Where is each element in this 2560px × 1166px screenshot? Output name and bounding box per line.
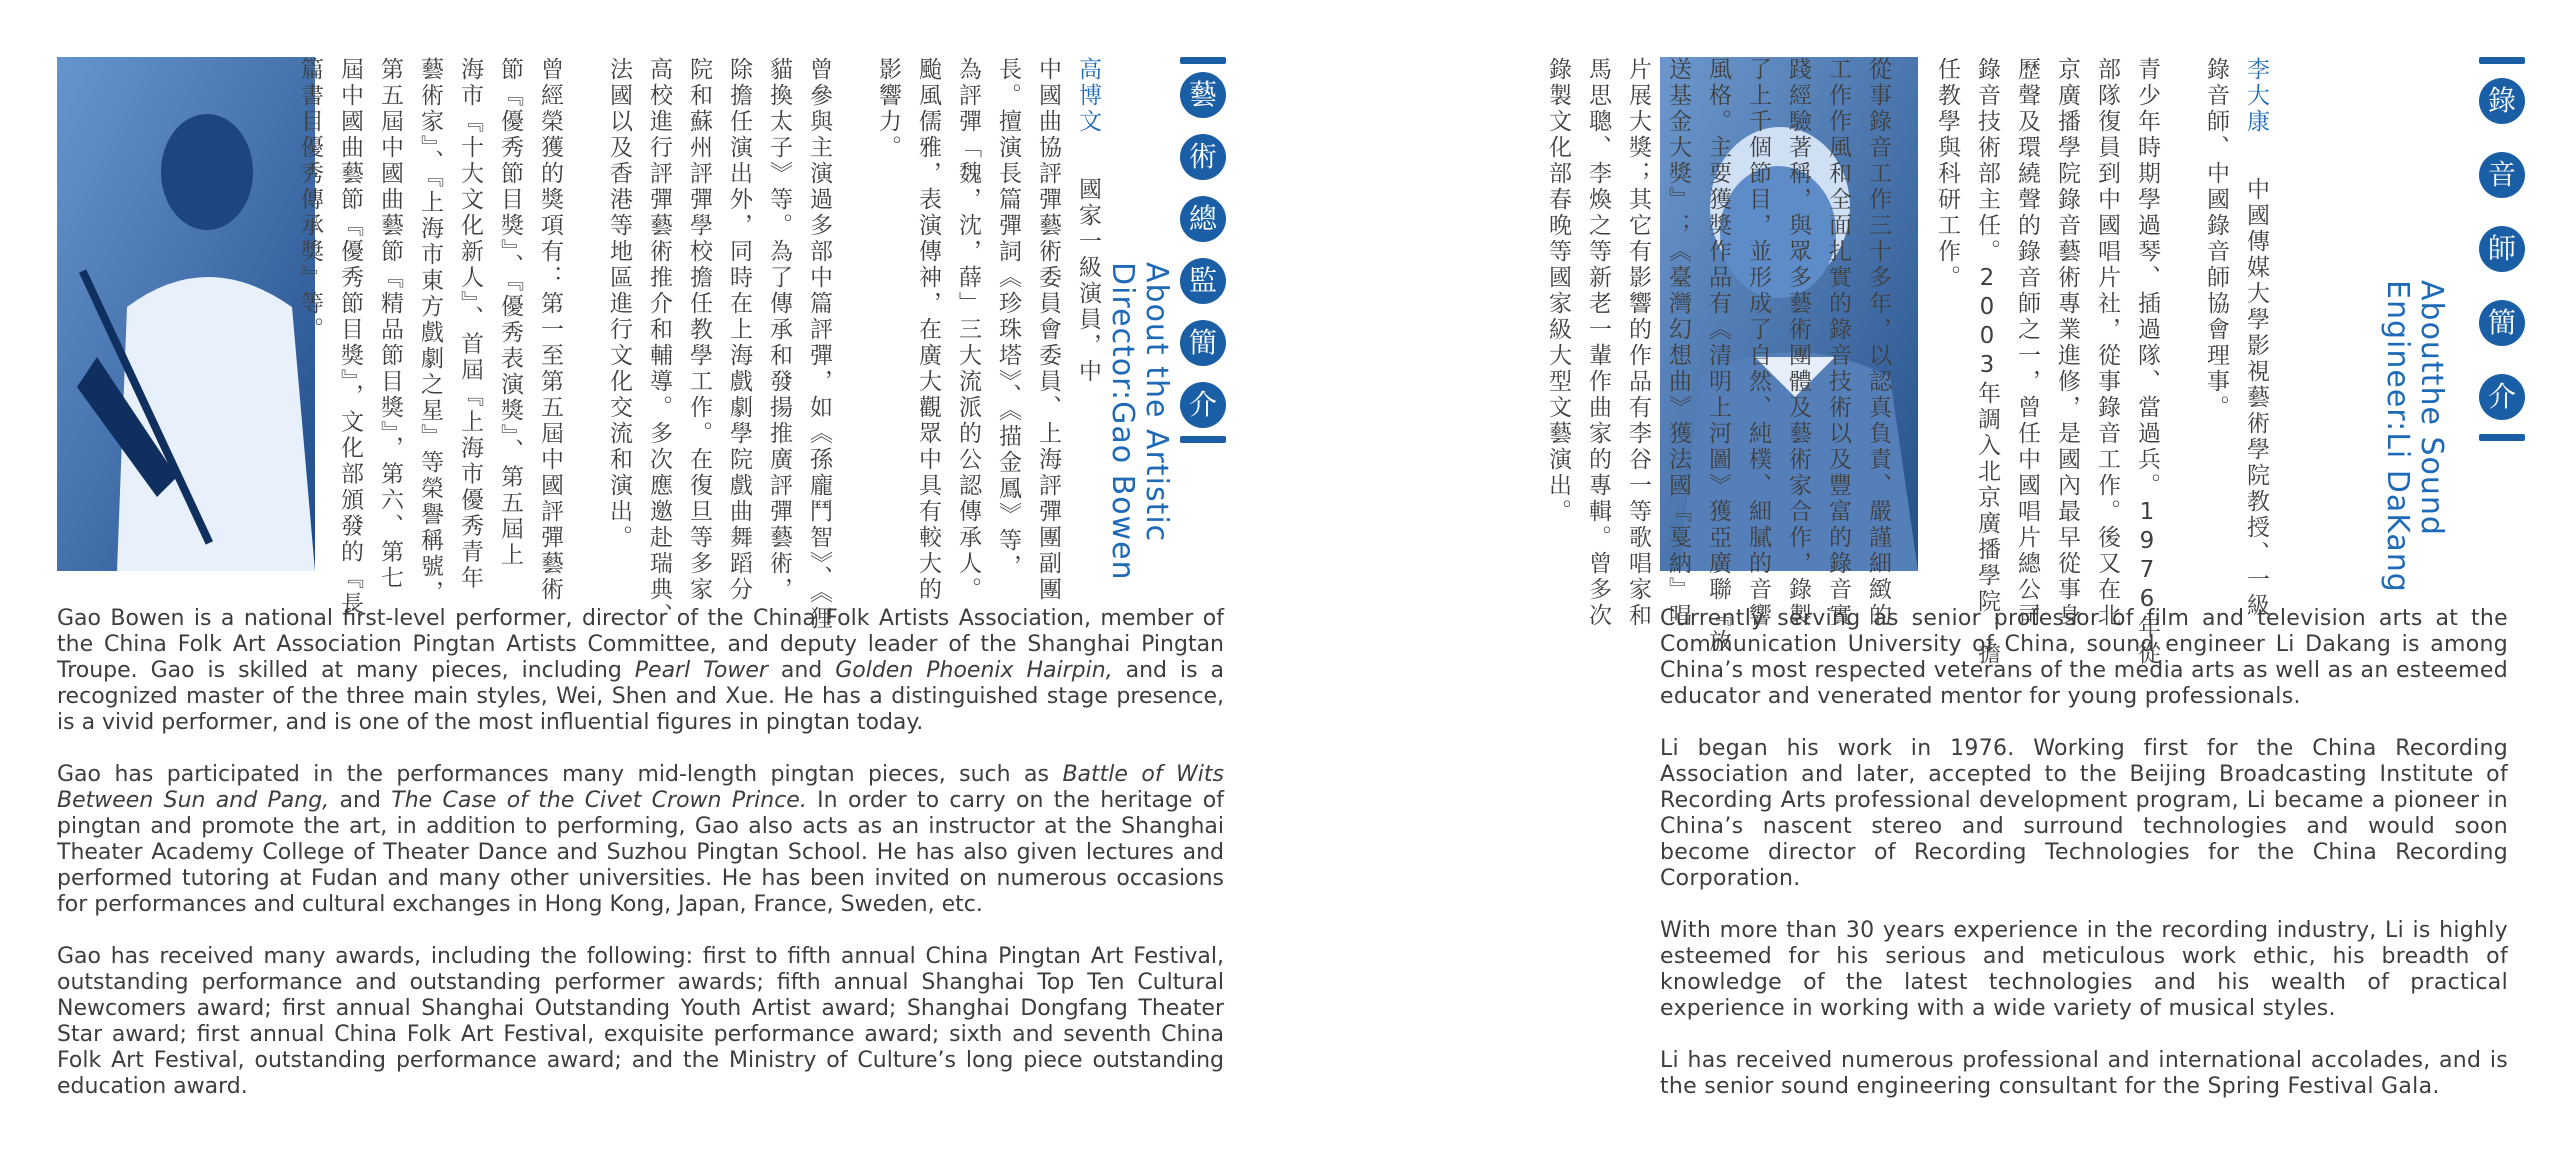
title-badge: 簡 xyxy=(2479,300,2525,346)
en-paragraph: With more than 30 years experience in the recording industry, Li is highly esteemed for his serious and meticulous work ethic, his breadth of knowledge of the latest technologies and his wealth of practical experience in working with a wide variety of musical styles. xyxy=(1660,918,2508,1021)
title-badge: 總 xyxy=(1180,196,1226,242)
zh-bio-col: 影響力。 xyxy=(875,57,901,161)
en-paragraph: Gao has received many awards, including the following: first to fifth annual China Pingtan Art Festival, outstanding performance and outstanding performer awards; fifth annual Shanghai Top Ten Cultural Newcomers award; first annual Shanghai Outstanding Youth Artist award; Shanghai Dongfang Theater Star award; first annual China Folk Art Festival, exquisite performance award; sixth and seventh China Folk Art Festival, outstanding performance award; and the Ministry of Culture’s long piece outstanding education award. xyxy=(57,944,1224,1099)
en-paragraph: Gao has participated in the performances many mid-length pingtan pieces, such as Battle of Wits Between Sun and Pang, and The Case of the Civet Crown Prince. In order to carry on the heritage of pingtan and promote the art, in addition to performing, Gao also acts as an instructor at the Shanghai Theater Academy College of Theater Dance and Suzhou Pingtan School. He has also given lectures and performed tutoring at Fudan and many other universities. He has been invited on numerous occasions for performances and cultural exchanges in Hong Kong, Japan, France, Sweden, etc. xyxy=(57,762,1224,917)
portrait-image-icon xyxy=(57,57,315,571)
en-paragraph: Li began his work in 1976. Working first for the China Recording Association and later, accepted to the Beijing Broadcasting Institute of Recording Arts professional development program, Li became a pioneer in China’s nascent stereo and surround technologies and would soon become director of Recording Technologies for the China Recording Corporation. xyxy=(1660,736,2508,891)
zh-bio-col: 錄製文化部春晚等國家級大型文藝演出。 xyxy=(1545,57,1571,525)
zh-bio-col: 青少年時期學過琴、插過隊、當過兵。1976年從 xyxy=(2134,57,2160,667)
zh-bio-col: 曾經榮獲的獎項有：第一至第五屆中國評彈藝術 xyxy=(537,57,563,603)
zh-bio-col: 貓換太子》等。為了傳承和發揚推廣評彈藝術， xyxy=(766,57,792,603)
section-title-badges xyxy=(1176,57,1230,443)
zh-bio-col: 馬思聰、李煥之等新老一輩作曲家的專輯。曾多次 xyxy=(1585,57,1611,629)
zh-bio-col: 了上千個節目，並形成了自然、純樸、細膩的音響 xyxy=(1745,57,1771,629)
sound-engineer-panel xyxy=(1280,0,2560,1166)
name-zh: 李大康 xyxy=(2243,57,2269,135)
zh-bio-col: 為評彈「魏，沈，薛」三大流派的公認傳承人。 xyxy=(955,57,981,603)
zh-bio-col: 藝術家』、『上海市東方戲劇之星』等榮譽稱號， xyxy=(417,57,443,606)
title-en-line2: Director:Gao Bowen xyxy=(1105,262,1140,581)
zh-bio-col: 片展大獎；其它有影響的作品有李谷一等歌唱家和 xyxy=(1625,57,1651,629)
zh-bio-col: 篇書目優秀傳承獎』等。 xyxy=(297,57,323,343)
title-badge: 藝 xyxy=(1180,72,1226,118)
zh-bio-col: 錄音技術部主任。2003年調入北京廣播學院，擔 xyxy=(1974,57,2000,667)
zh-bio-col: 錄音師、中國錄音師協會理事。 xyxy=(2203,57,2229,421)
title-badge: 簡 xyxy=(1180,320,1226,366)
title-en xyxy=(2380,280,2448,593)
zh-bio-col: 歷聲及環繞聲的錄音師之一，曾任中國唱片總公司 xyxy=(2014,57,2040,629)
title-en-line1: Aboutthe Sound xyxy=(2414,280,2449,536)
zh-bio-col: 曾參與主演過多部中篇評彈，如《孫龐鬥智》、《狸 xyxy=(806,57,832,632)
title-en xyxy=(1105,262,1173,581)
title-en-line2: Engineer:Li DaKang xyxy=(2380,280,2415,593)
en-bio xyxy=(57,606,1224,1126)
zh-bio-col: 節『優秀節目獎』、『優秀表演獎』、第五屆上 xyxy=(497,57,523,569)
zh-bio-col: 京廣播學院錄音藝術專業進修，是國內最早從事身 xyxy=(2054,57,2080,629)
en-paragraph: Gao Bowen is a national first-level performer, director of the China Folk Artists Association, member of the China Folk Art Association Pingtan Artists Committee, and deputy leader of the Shanghai Pingtan Troupe. Gao is skilled at many pieces, including Pearl Tower and Golden Phoenix Hairpin, and is a recognized master of the three main styles, Wei, Shen and Xue. He has a distinguished stage presence, is a vivid performer, and is one of the most influential figures in pingtan today. xyxy=(57,606,1224,735)
zh-bio-col: 屆中國曲藝節『優秀節目獎』，文化部頒發的『長 xyxy=(337,57,363,618)
title-badge: 介 xyxy=(1180,382,1226,428)
zh-bio-col: 長。擅演長篇彈詞《珍珠塔》、《描金鳳》等， xyxy=(995,57,1021,580)
zh-bio-col: 高校進行評彈藝術推介和輔導。多次應邀赴瑞典、 xyxy=(646,57,672,629)
zh-bio-col: 除擔任演出外，同時在上海戲劇學院戲曲舞蹈分 xyxy=(726,57,752,603)
zh-bio-col: 工作作風和全面扎實的錄音技術以及豐富的錄音實 xyxy=(1825,57,1851,629)
title-bracket-bottom xyxy=(2479,434,2525,441)
gao-bowen-photo xyxy=(57,57,315,571)
title-badge: 音 xyxy=(2479,152,2525,198)
en-paragraph: Li has received numerous professional and international accolades, and is the senior sound engineering consultant for the Spring Festival Gala. xyxy=(1660,1048,2508,1099)
name-zh: 高博文 xyxy=(1075,57,1101,135)
zh-bio-col: 法國以及香港等地區進行文化交流和演出。 xyxy=(606,57,632,551)
zh-bio-col: 從事錄音工作三十多年，以認真負責、嚴謹細緻的 xyxy=(1865,57,1891,629)
zh-bio-col: 部隊復員到中國唱片社，從事錄音工作。後又在北 xyxy=(2094,57,2120,629)
title-badge: 師 xyxy=(2479,226,2525,272)
zh-bio-columns xyxy=(1532,57,2270,667)
zh-bio-col: 颱風儒雅，表演傳神，在廣大觀眾中具有較大的 xyxy=(915,57,941,603)
title-badge: 錄 xyxy=(2479,78,2525,124)
title-badge: 介 xyxy=(2479,374,2525,420)
title-en-line1: About the Artistic xyxy=(1139,262,1174,543)
title-bracket-top xyxy=(1180,57,1226,64)
zh-bio-col: 風格。主要獲獎作品有《清明上河圖》獲亞廣聯『放 xyxy=(1705,57,1731,655)
title-badge: 監 xyxy=(1180,258,1226,304)
zh-bio-col: 送基金大獎』；《臺灣幻想曲》獲法國『戛納』唱 xyxy=(1665,57,1691,629)
zh-bio-col: 海市『十大文化新人』、首屆『上海市優秀青年 xyxy=(457,57,483,592)
zh-bio-col: 踐經驗著稱，與眾多藝術團體及藝術家合作，錄製 xyxy=(1785,57,1811,629)
zh-bio-col: 高博文國家一級演員，中 xyxy=(1075,57,1101,385)
zh-bio-col: 任教學與科研工作。 xyxy=(1934,57,1960,291)
en-paragraph: Currently serving as senior professor of film and television arts at the Communication University of China, sound engineer Li Dakang is among China’s most respected veterans of the media arts as well as an esteemed educator and venerated mentor for young professionals. xyxy=(1660,606,2508,709)
en-bio xyxy=(1660,606,2508,1126)
title-bracket-top xyxy=(2479,57,2525,64)
zh-bio-col: 中國曲協評彈藝術委員會委員、上海評彈團副團 xyxy=(1035,57,1061,603)
zh-bio-col: 李大康中國傳媒大學影視藝術學院教授、一級 xyxy=(2243,57,2269,619)
zh-bio-columns xyxy=(284,57,1102,632)
title-bracket-bottom xyxy=(1180,436,1226,443)
zh-bio-col: 第五屆中國曲藝節『精品節目獎』，第六、第七 xyxy=(377,57,403,592)
zh-bio-col: 院和蘇州評彈學校擔任教學工作。在復旦等多家 xyxy=(686,57,712,603)
title-badge: 術 xyxy=(1180,134,1226,180)
section-title-badges xyxy=(2475,57,2529,441)
